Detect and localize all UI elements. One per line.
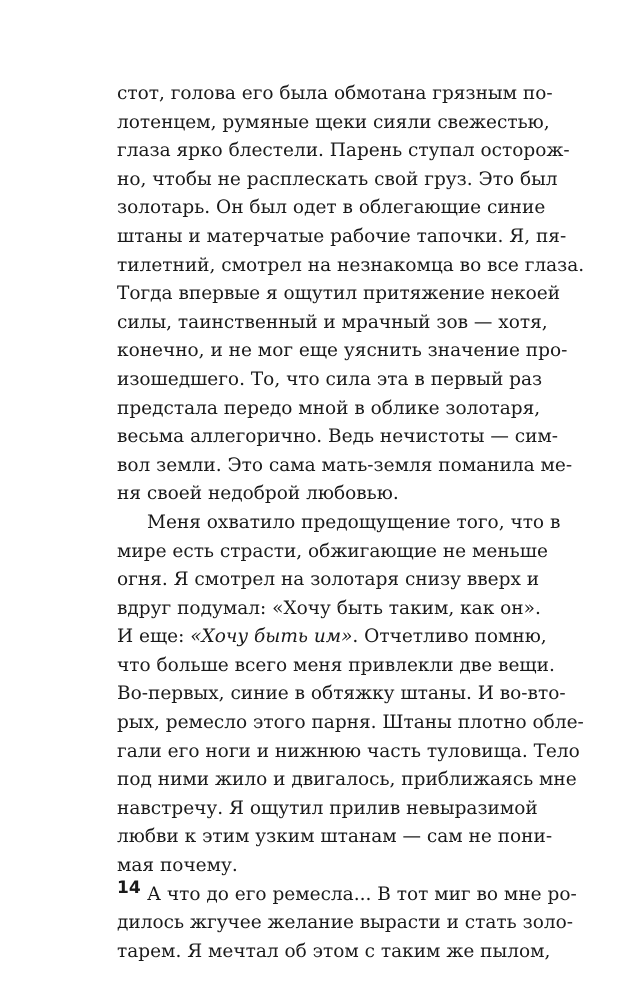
text-line: но, чтобы не расплескать свой груз. Это был [117, 168, 558, 190]
text-line: стот, голова его была обмотана грязным по- [117, 83, 553, 104]
text-line: рых, ремесло этого парня. Штаны плотно обле- [117, 712, 584, 734]
text-line [117, 623, 547, 652]
text-line: глаза ярко блестели. Парень ступал осторож- [117, 140, 570, 162]
text-line: тилетний, смотрел на незнакомца во все глаза. [117, 254, 585, 276]
page-text [117, 80, 585, 966]
text-line: штаны и матерчатые рабочие тапочки. Я, пя- [117, 225, 567, 247]
text-line: Тогда впервые я ощутил притяжение некоей [117, 283, 561, 305]
text-line: лотенцем, румяные щеки сияли свежестью, [117, 111, 550, 133]
text-line: вдруг подумал: «Хочу быть таким, как он». [117, 597, 541, 619]
text-line: огня. Я смотрел на золотаря снизу вверх и [117, 569, 540, 591]
text-line: золотарь. Он был одет в облегающие синие [117, 197, 546, 219]
text-segment: И еще: [117, 626, 191, 648]
text-line: Меня охватило предощущение того, что в [147, 511, 561, 533]
italic-quote: «Хочу быть им» [190, 626, 353, 648]
text-line: силы, таинственный и мрачный зов — хотя, [117, 311, 548, 333]
text-line: мая почему. [117, 855, 238, 877]
text-line: что больше всего меня привлекли две вещи. [117, 654, 555, 676]
text-line: весьма аллегорично. Ведь нечистоты — сим- [117, 426, 559, 448]
text-line: дилось жгучее желание вырасти и стать золо- [117, 912, 573, 934]
text-line: конечно, и не мог еще уяснить значение про- [117, 340, 568, 362]
text-line: гали его ноги и нижнюю часть туловища. Тело [117, 740, 580, 762]
page-number: 14 [117, 878, 141, 898]
text-line: ня своей недоброй любовью. [117, 483, 399, 505]
text-line: любви к этим узким штанам — сам не пони- [117, 826, 553, 848]
text-line: Во-первых, синие в обтяжку штаны. И во-вто- [117, 683, 566, 705]
text-line: навстречу. Я ощутил прилив невыразимой [117, 797, 538, 819]
text-line: А что до его ремесла... В тот миг во мне ро- [147, 883, 577, 905]
text-segment: . Отчетливо помню, [352, 626, 547, 648]
text-line: изошедшего. То, что сила эта в первый раз [117, 368, 543, 390]
text-line: мире есть страсти, обжигающие не меньше [117, 540, 548, 562]
text-line: предстала передо мной в облике золотаря, [117, 397, 541, 419]
text-line: под ними жило и двигалось, приближаясь мне [117, 769, 577, 791]
text-line: вол земли. Это сама мать-земля поманила ме- [117, 454, 573, 476]
text-line: тарем. Я мечтал об этом с таким же пылом, [117, 940, 551, 962]
